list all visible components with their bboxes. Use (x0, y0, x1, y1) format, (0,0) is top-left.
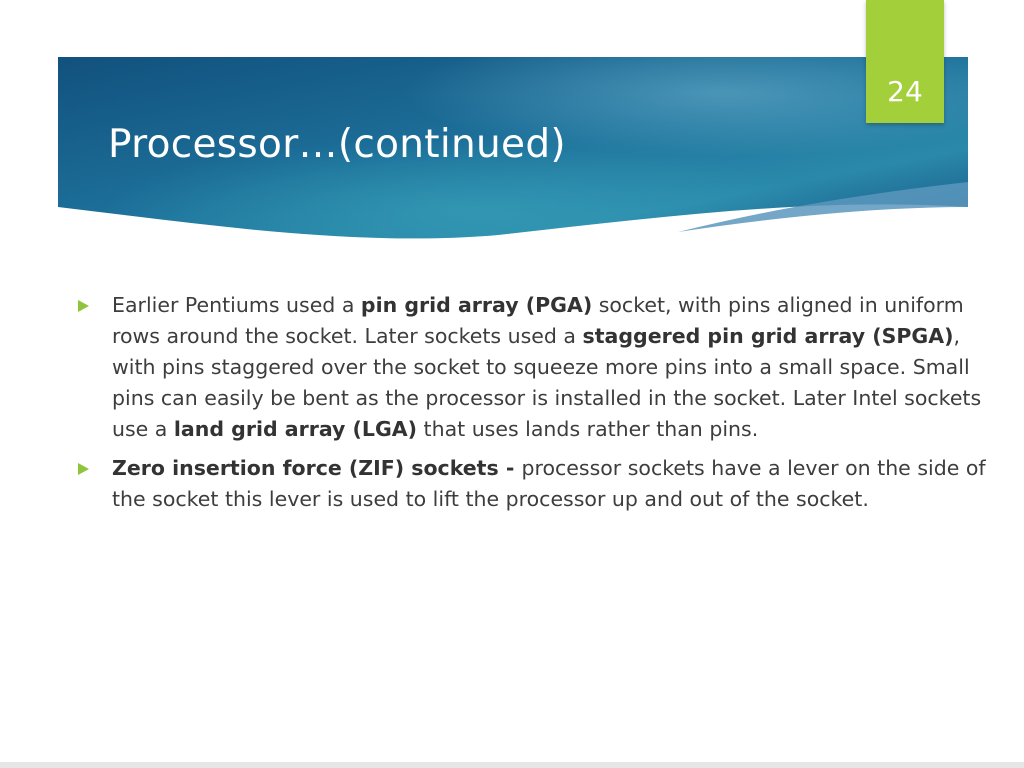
text-run: , with pins staggered over the socket to squeeze more pins into a small space. Small pins can easily be bent as the processor is installed in the socket. Later Intel sockets use a (112, 324, 982, 441)
bold-term: land grid array (LGA) (173, 417, 418, 441)
bold-term: Zero insertion force (ZIF) sockets - (112, 456, 522, 480)
footer-divider (0, 762, 1024, 768)
bold-term: pin grid array (PGA) (360, 293, 593, 317)
bullet-text (112, 453, 995, 515)
bullet-arrow-icon (78, 463, 89, 475)
bullet-item (70, 453, 995, 515)
page-number-badge (866, 0, 944, 123)
text-run: processor sockets have a lever on the side of the socket this lever is used to lift the processor up and out of the socket. (112, 456, 986, 511)
bullet-text (112, 290, 995, 445)
bullet-item (70, 290, 995, 445)
slide-title: Processor…(continued) (108, 122, 566, 167)
text-run: that uses lands rather than pins. (417, 417, 759, 441)
bullet-arrow-icon (78, 300, 89, 312)
slide-content (70, 290, 995, 523)
text-run: socket, with pins aligned in uniform rows around the socket. Later sockets used a (112, 293, 964, 348)
page-number: 24 (887, 75, 923, 108)
bold-term: staggered pin grid array (SPGA) (582, 324, 954, 348)
text-run: Earlier Pentiums used a (112, 293, 361, 317)
